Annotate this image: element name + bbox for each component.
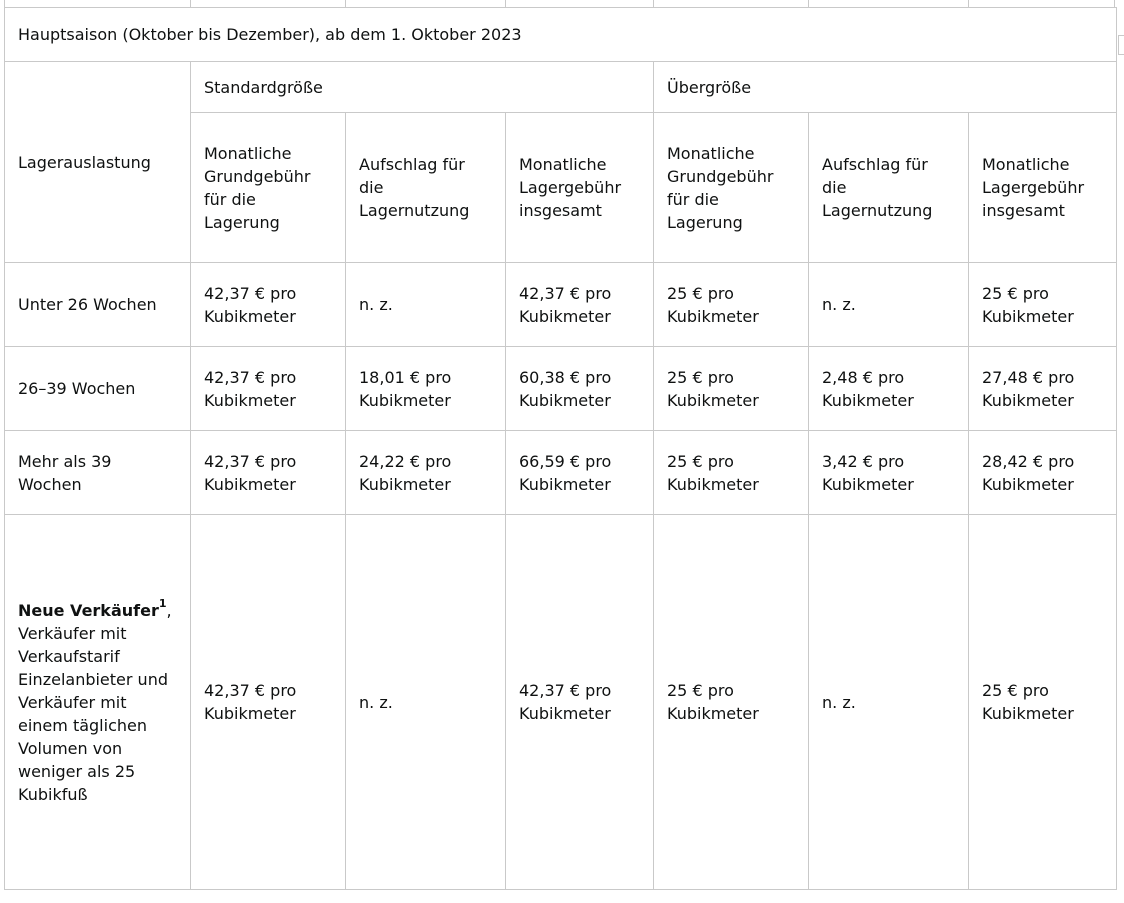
- header-ov-aufschlag: Aufschlag für die Lagernutzung: [809, 113, 969, 263]
- cell-ov-gesamt: 27,48 € pro Kubikmeter: [969, 347, 1117, 431]
- column-divider: [190, 0, 191, 7]
- cell-ov-grundgebuehr: 25 € pro Kubikmeter: [654, 515, 809, 890]
- cell-std-aufschlag: n. z.: [346, 515, 506, 890]
- cell-std-aufschlag: 24,22 € pro Kubikmeter: [346, 431, 506, 515]
- column-divider: [345, 0, 346, 7]
- cell-ov-gesamt: 28,42 € pro Kubikmeter: [969, 431, 1117, 515]
- header-standard-size: Standardgröße: [191, 62, 654, 113]
- header-ov-gesamt: Monatliche Lagergebühr insgesamt: [969, 113, 1117, 263]
- storage-fee-table: [4, 7, 1117, 890]
- column-divider: [808, 0, 809, 7]
- cell-std-grundgebuehr: 42,37 € pro Kubikmeter: [191, 347, 346, 431]
- cell-ov-gesamt: 25 € pro Kubikmeter: [969, 515, 1117, 890]
- cell-ov-aufschlag: 2,48 € pro Kubikmeter: [809, 347, 969, 431]
- cell-std-gesamt: 60,38 € pro Kubikmeter: [506, 347, 654, 431]
- row-label: Unter 26 Wochen: [5, 263, 191, 347]
- cell-ov-aufschlag: 3,42 € pro Kubikmeter: [809, 431, 969, 515]
- header-lagerauslastung: Lagerauslastung: [5, 62, 191, 263]
- header-std-aufschlag: Aufschlag für die Lagernutzung: [346, 113, 506, 263]
- cell-std-gesamt: 42,37 € pro Kubikmeter: [506, 263, 654, 347]
- cell-std-grundgebuehr: 42,37 € pro Kubikmeter: [191, 431, 346, 515]
- page-edge-element: [1118, 35, 1124, 55]
- header-oversize: Übergröße: [654, 62, 1117, 113]
- footnote-marker[interactable]: 1: [158, 597, 167, 611]
- row-label: 26–39 Wochen: [5, 347, 191, 431]
- cell-std-gesamt: 66,59 € pro Kubikmeter: [506, 431, 654, 515]
- column-divider: [968, 0, 969, 7]
- row-label: [5, 515, 191, 890]
- cell-ov-aufschlag: n. z.: [809, 515, 969, 890]
- row-label: Mehr als 39 Wochen: [5, 431, 191, 515]
- cell-ov-grundgebuehr: 25 € pro Kubikmeter: [654, 431, 809, 515]
- cell-ov-gesamt: 25 € pro Kubikmeter: [969, 263, 1117, 347]
- cell-std-gesamt: 42,37 € pro Kubikmeter: [506, 515, 654, 890]
- cell-std-aufschlag: 18,01 € pro Kubikmeter: [346, 347, 506, 431]
- previous-table-edge: [4, 0, 1115, 7]
- header-std-gesamt: Monatliche Lagergebühr insgesamt: [506, 113, 654, 263]
- row-label-rest: , Verkäufer mit Verkaufstarif Einzelanbieter und Verkäufer mit einem täglichen Volumen von weniger als 25 Kubikfuß: [18, 600, 172, 804]
- cell-std-grundgebuehr: 42,37 € pro Kubikmeter: [191, 263, 346, 347]
- table-row: [5, 263, 1117, 347]
- cell-std-grundgebuehr: 42,37 € pro Kubikmeter: [191, 515, 346, 890]
- cell-ov-grundgebuehr: 25 € pro Kubikmeter: [654, 263, 809, 347]
- header-std-grundgebuehr: Monatliche Grundgebühr für die Lagerung: [191, 113, 346, 263]
- table-row: [5, 431, 1117, 515]
- table-row: [5, 347, 1117, 431]
- row-label-bold: Neue Verkäufer: [18, 600, 159, 620]
- section-title: Hauptsaison (Oktober bis Dezember), ab dem 1. Oktober 2023: [5, 8, 1117, 62]
- group-header-row: [5, 62, 1117, 113]
- cell-ov-aufschlag: n. z.: [809, 263, 969, 347]
- section-title-row: [5, 8, 1117, 62]
- table-row: [5, 515, 1117, 890]
- cell-ov-grundgebuehr: 25 € pro Kubikmeter: [654, 347, 809, 431]
- column-divider: [505, 0, 506, 7]
- column-divider: [653, 0, 654, 7]
- cell-std-aufschlag: n. z.: [346, 263, 506, 347]
- header-ov-grundgebuehr: Monatliche Grundgebühr für die Lagerung: [654, 113, 809, 263]
